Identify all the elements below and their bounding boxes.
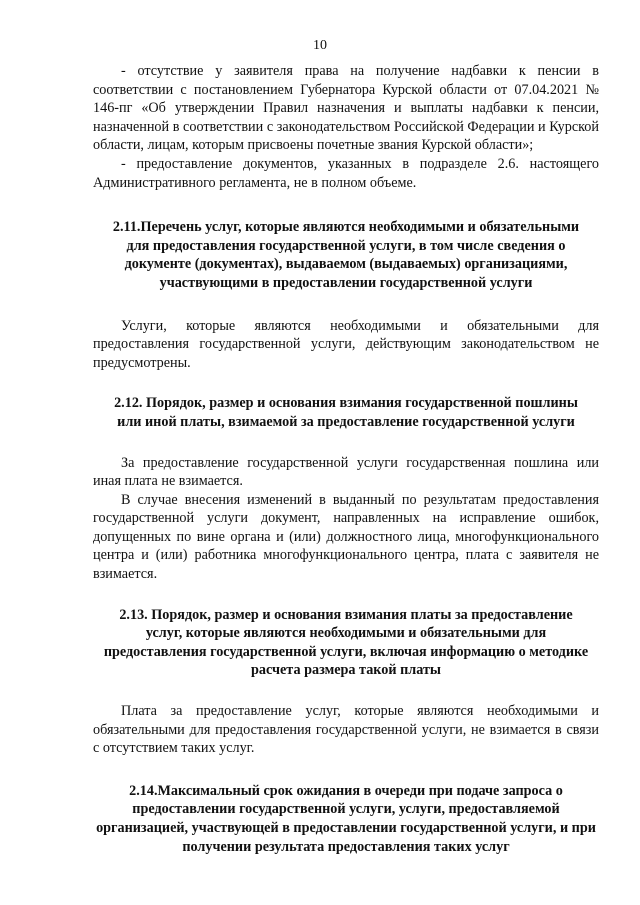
section-paragraph: Плата за предоставление услуг, которые являются необходимыми и обязательными для предоставления государственной услуги, не взимается в связи с отсутствием таких услуг. [93,703,599,757]
intro-paragraph: - отсутствие у заявителя права на получение надбавки к пенсии в соответствии с постановлением Губернатора Курской области от 07.04.2021 № 146-пг «Об утверждении Правил назначения и выплаты надбавки к пенсии, назначенной в соответствии с законодательством Российской Федерации и Курской области, лицам, которым присвоены почетные звания Курской области»; [93,63,599,154]
section-paragraph: Услуги, которые являются необходимыми и обязательными для предоставления государственной услуги, действующим законодательством не предусмотрены. [93,317,599,371]
section-heading-2-12: 2.12. Порядок, размер и основания взимания государственной пошлины или иной платы, взимаемой за предоставление государственной услуги [114,395,578,430]
section-heading-2-14: 2.14.Максимальный срок ожидания в очереди при подаче запроса о предоставлении государственной услуги, услуги, предоставляемой организацией, участвующей в предоставлении государственной услуги, и при получении результата предоставления таких услуг [96,782,596,855]
intro-paragraph: - предоставление документов, указанных в подразделе 2.6. настоящего Административного регламента, не в полном объеме. [93,155,599,191]
document-body [93,62,599,856]
section-paragraph: В случае внесения изменений в выданный по результатам предоставления государственной услуги документ, направленных на исправление ошибок, допущенных по вине органа и (или) должностного лица, многофункционального центра и (или) работника многофункционального центра, плата с заявителя не взимается. [93,491,599,583]
page-number: 10 [313,38,327,53]
section-heading-2-13: 2.13. Порядок, размер и основания взимания платы за предоставление услуг, которые являются необходимыми и обязательными для предоставления государственной услуги, включая информацию о методике расчета размера такой платы [103,606,589,679]
section-heading-2-11: 2.11.Перечень услуг, которые являются необходимыми и обязательными для предоставления государственной услуги, в том числе сведения о документе (документах), выдаваемом (выдаваемых) организациями, участвующими в предоставлении государственной услуги [112,219,580,291]
section-paragraph: За предоставление государственной услуги государственная пошлина или иная плата не взимается. [93,454,599,490]
